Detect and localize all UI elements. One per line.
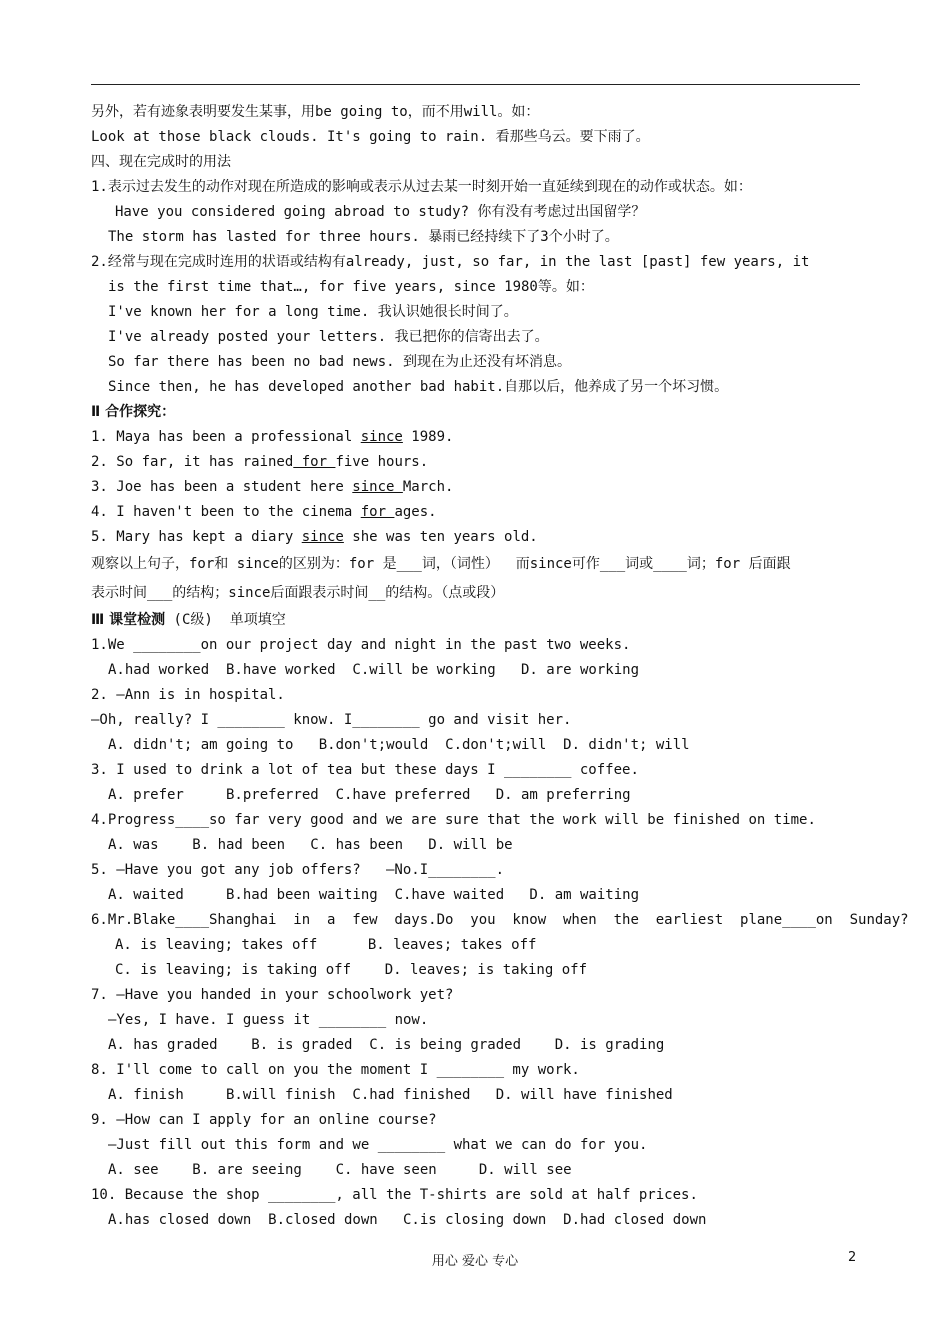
exploration-item: 3. Joe has been a student here since March. [91,479,454,495]
quiz-line: 8. I'll come to call on you the moment I ________ my work. [91,1062,580,1078]
section-heading-4: 四、现在完成时的用法 [91,154,231,170]
quiz-line: 6.Mr.Blake____Shanghai in a few days.Do you know when the earliest plane____on Sunday? [91,912,909,928]
quiz-line: 3. I used to drink a lot of tea but these days I ________ coffee. [91,762,639,778]
note-line: is the first time that…, for five years, since 1980等。如： [108,279,594,295]
quiz-line: A. see B. are seeing C. have seen D. will see [108,1162,572,1178]
quiz-line: 5. —Have you got any job offers? —No.I________. [91,862,505,878]
quiz-line: 4.Progress____so far very good and we are sure that the work will be finished on time. [91,812,816,828]
example-line: The storm has lasted for three hours. 暴雨已经持续下了3个小时了。 [108,229,619,245]
header-rule [91,84,860,85]
note-line: Look at those black clouds. It's going to rain. 看那些乌云。要下雨了。 [91,129,650,145]
example-line: Have you considered going abroad to study? 你有没有考虑过出国留学？ [115,204,646,220]
observation-line: 观察以上句子，for和 since的区别为：for 是___词，（词性） 而since可作___词或____词；for 后面跟 [91,556,791,572]
section-3-title: Ⅲ 课堂检测 (C级) 单项填空 [91,612,286,628]
quiz-line: 9. —How can I apply for an online course? [91,1112,437,1128]
quiz-line: —Just fill out this form and we ________ what we can do for you. [108,1137,648,1153]
quiz-line: A. prefer B.preferred C.have preferred D. am preferring [108,787,631,803]
note-line: 1.表示过去发生的动作对现在所造成的影响或表示从过去某一时刻开始一直延续到现在的动作或状态。如： [91,179,752,195]
exploration-item: 1. Maya has been a professional since 1989. [91,429,454,445]
example-line: Since then, he has developed another bad habit.自那以后，他养成了另一个坏习惯。 [108,379,729,395]
observation-line: 表示时间___的结构；since后面跟表示时间__的结构。（点或段） [91,585,505,601]
exploration-item: 2. So far, it has rained for five hours. [91,454,429,470]
quiz-line: A. finish B.will finish C.had finished D. will have finished [108,1087,673,1103]
quiz-line: —Yes, I have. I guess it ________ now. [108,1012,429,1028]
quiz-line: A. has graded B. is graded C. is being graded D. is grading [108,1037,665,1053]
quiz-list [91,633,909,1233]
quiz-line: —Oh, really? I ________ know. I________ go and visit her. [91,712,572,728]
quiz-line: A. is leaving; takes off B. leaves; takes off [115,937,537,953]
example-line: I've known her for a long time. 我认识她很长时间了。 [108,304,518,320]
note-line: 另外，若有迹象表明要发生某事，用be going to，而不用will。如： [91,104,540,120]
quiz-line: 1.We ________on our project day and night in the past two weeks. [91,637,631,653]
quiz-line: A. didn't; am going to B.don't;would C.don't;will D. didn't; will [108,737,690,753]
quiz-line: A. waited B.had been waiting C.have waited D. am waiting [108,887,640,903]
exploration-item: 4. I haven't been to the cinema for ages. [91,504,437,520]
quiz-line: 7. —Have you handed in your schoolwork yet? [91,987,454,1003]
quiz-line: A.has closed down B.closed down C.is closing down D.had closed down [108,1212,707,1228]
example-line: So far there has been no bad news. 到现在为止还没有坏消息。 [108,354,572,370]
footer-text: 用心 爱心 专心 [431,1254,519,1269]
page-number: 2 [848,1250,857,1265]
section-2-title: Ⅱ 合作探究： [91,404,176,420]
note-line: 2.经常与现在完成时连用的状语或结构有already, just, so far, in the last [past] few years, it [91,254,810,270]
document-body [91,100,909,1233]
quiz-line: C. is leaving; is taking off D. leaves; is taking off [115,962,588,978]
quiz-line: 2. —Ann is in hospital. [91,687,285,703]
quiz-line: A.had worked B.have worked C.will be working D. are working [108,662,640,678]
quiz-line: A. was B. had been C. has been D. will be [108,837,513,853]
exploration-item: 5. Mary has kept a diary since she was ten years old. [91,529,538,545]
quiz-line: 10. Because the shop ________, all the T-shirts are sold at half prices. [91,1187,698,1203]
example-line: I've already posted your letters. 我已把你的信寄出去了。 [108,329,549,345]
